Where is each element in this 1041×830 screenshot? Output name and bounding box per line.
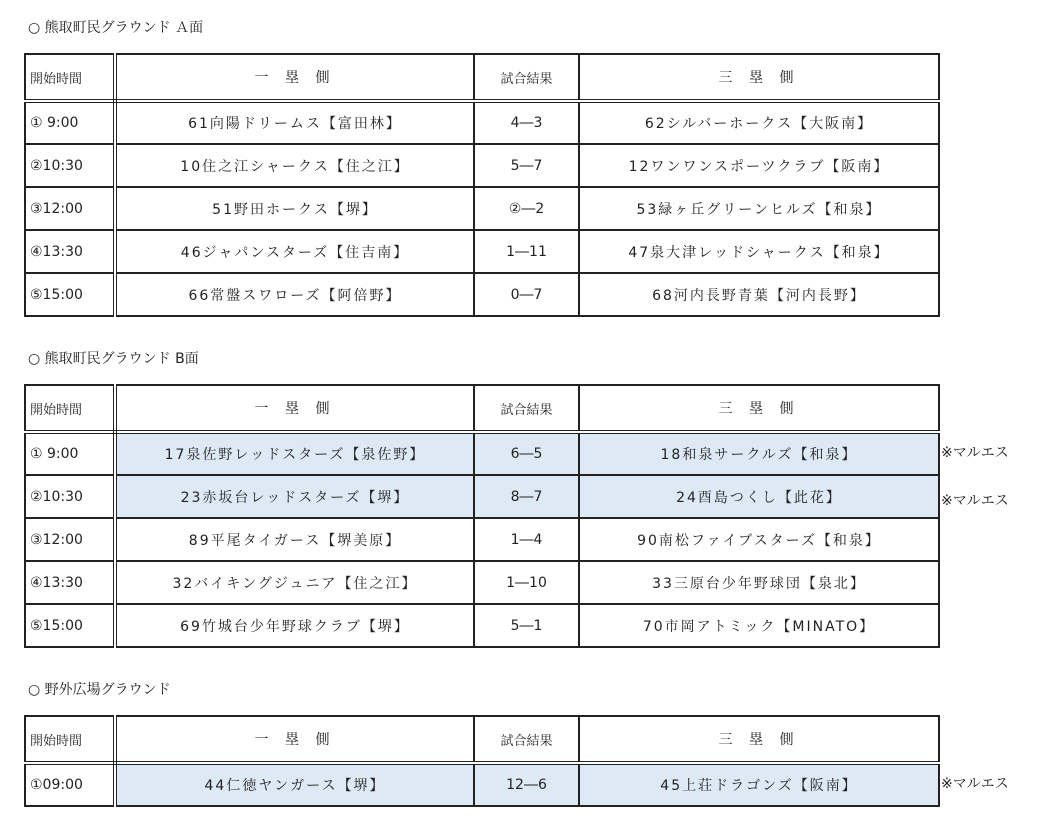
third-base-team-cell: 18和泉サークルズ【和泉】 xyxy=(579,432,939,475)
result-cell: 1―11 xyxy=(474,230,579,273)
result-cell: 1―4 xyxy=(474,518,579,561)
row-note: ※マルエス xyxy=(941,445,1009,461)
third-base-team-cell: 62シルバーホークス【大阪南】 xyxy=(579,101,939,144)
header-first-base: 一 塁 側 xyxy=(115,716,474,763)
start-time-cell: ③12:00 xyxy=(25,187,115,230)
third-base-team-cell: 33三原台少年野球団【泉北】 xyxy=(579,561,939,604)
table-header-row xyxy=(25,54,939,101)
table-row xyxy=(25,518,939,561)
first-base-team-cell: 69竹城台少年野球クラブ【堺】 xyxy=(115,604,474,647)
start-time-cell: ④13:30 xyxy=(25,230,115,273)
start-time-cell: ⑤15:00 xyxy=(25,604,115,647)
first-base-team-cell: 23赤坂台レッドスターズ【堺】 xyxy=(115,475,474,518)
header-start-time: 開始時間 xyxy=(25,716,115,763)
row-note: ※マルエス xyxy=(941,493,1009,509)
result-cell: 5―7 xyxy=(474,144,579,187)
result-cell: 1―10 xyxy=(474,561,579,604)
table-row xyxy=(25,144,939,187)
start-time-cell: ②10:30 xyxy=(25,475,115,518)
table-row xyxy=(25,187,939,230)
header-third-base: 三 塁 側 xyxy=(579,54,939,101)
start-time-cell: ⑤15:00 xyxy=(25,273,115,316)
header-start-time: 開始時間 xyxy=(25,54,115,101)
result-cell: 5―1 xyxy=(474,604,579,647)
result-cell: 6―5 xyxy=(474,432,579,475)
section-title-a-field: ○ 熊取町民グラウンド Ａ面 xyxy=(28,20,204,36)
table-row xyxy=(25,604,939,647)
table-header-row xyxy=(25,385,939,432)
start-time-cell: ① 9:00 xyxy=(25,101,115,144)
table-row xyxy=(25,432,939,475)
third-base-team-cell: 68河内長野青葉【河内長野】 xyxy=(579,273,939,316)
header-third-base: 三 塁 側 xyxy=(579,716,939,763)
header-start-time: 開始時間 xyxy=(25,385,115,432)
table-row xyxy=(25,273,939,316)
schedule-table-outdoor-field xyxy=(24,715,940,807)
start-time-cell: ④13:30 xyxy=(25,561,115,604)
first-base-team-cell: 51野田ホークス【堺】 xyxy=(115,187,474,230)
start-time-cell: ① 9:00 xyxy=(25,432,115,475)
third-base-team-cell: 53緑ヶ丘グリーンヒルズ【和泉】 xyxy=(579,187,939,230)
third-base-team-cell: 70市岡アトミック【MINATO】 xyxy=(579,604,939,647)
first-base-team-cell: 61向陽ドリームス【富田林】 xyxy=(115,101,474,144)
result-cell: 4―3 xyxy=(474,101,579,144)
first-base-team-cell: 46ジャパンスターズ【住吉南】 xyxy=(115,230,474,273)
third-base-team-cell: 24酉島つくし【此花】 xyxy=(579,475,939,518)
table-row xyxy=(25,101,939,144)
schedule-table-a-field xyxy=(24,53,940,317)
result-cell: 0―7 xyxy=(474,273,579,316)
result-cell: 12―6 xyxy=(474,763,579,806)
table-row xyxy=(25,763,939,806)
start-time-cell: ①09:00 xyxy=(25,763,115,806)
result-cell: 8―7 xyxy=(474,475,579,518)
header-result: 試合結果 xyxy=(474,716,579,763)
header-result: 試合結果 xyxy=(474,385,579,432)
table-row xyxy=(25,475,939,518)
first-base-team-cell: 10住之江シャークス【住之江】 xyxy=(115,144,474,187)
third-base-team-cell: 12ワンワンスポーツクラブ【阪南】 xyxy=(579,144,939,187)
schedule-table-b-field xyxy=(24,384,940,648)
first-base-team-cell: 89平尾タイガース【堺美原】 xyxy=(115,518,474,561)
section-title-b-field: ○ 熊取町民グラウンド B面 xyxy=(28,351,199,367)
header-third-base: 三 塁 側 xyxy=(579,385,939,432)
third-base-team-cell: 47泉大津レッドシャークス【和泉】 xyxy=(579,230,939,273)
first-base-team-cell: 17泉佐野レッドスターズ【泉佐野】 xyxy=(115,432,474,475)
start-time-cell: ③12:00 xyxy=(25,518,115,561)
header-result: 試合結果 xyxy=(474,54,579,101)
first-base-team-cell: 32バイキングジュニア【住之江】 xyxy=(115,561,474,604)
first-base-team-cell: 66常盤スワローズ【阿倍野】 xyxy=(115,273,474,316)
table-row xyxy=(25,561,939,604)
result-cell: ②―2 xyxy=(474,187,579,230)
row-note: ※マルエス xyxy=(941,776,1009,792)
table-header-row xyxy=(25,716,939,763)
third-base-team-cell: 45上荘ドラゴンズ【阪南】 xyxy=(579,763,939,806)
third-base-team-cell: 90南松ファイブスターズ【和泉】 xyxy=(579,518,939,561)
start-time-cell: ②10:30 xyxy=(25,144,115,187)
section-title-outdoor-field: ○ 野外広場グラウンド xyxy=(28,682,171,698)
header-first-base: 一 塁 側 xyxy=(115,385,474,432)
first-base-team-cell: 44仁徳ヤンガース【堺】 xyxy=(115,763,474,806)
table-row xyxy=(25,230,939,273)
header-first-base: 一 塁 側 xyxy=(115,54,474,101)
